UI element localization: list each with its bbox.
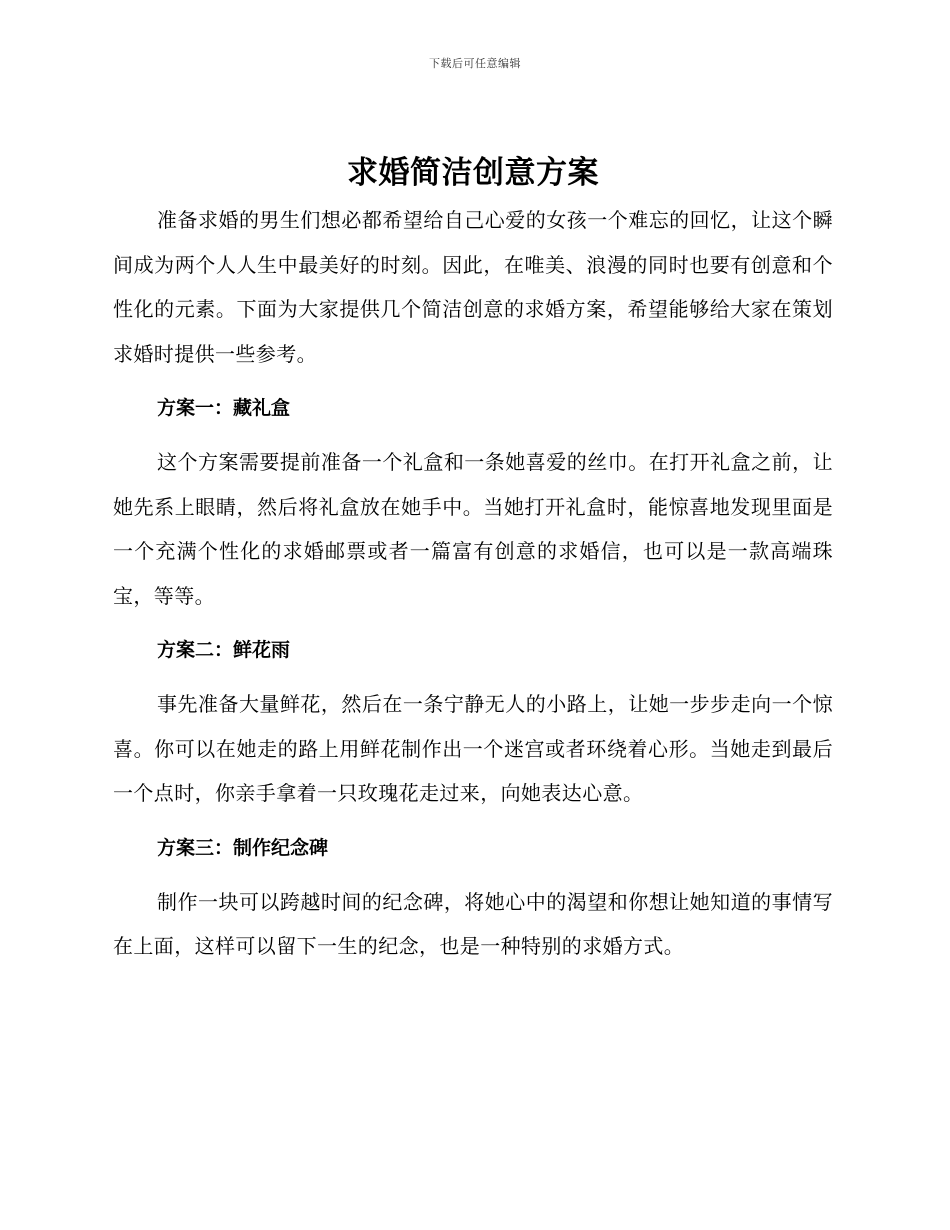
page-header-note: 下载后可任意编辑 xyxy=(429,57,521,70)
intro-paragraph: 准备求婚的男生们想必都希望给自己心爱的女孩一个难忘的回忆，让这个瞬间成为两个人人生中最美好的时刻。因此，在唯美、浪漫的同时也要有创意和个性化的元素。下面为大家提供几个简洁创意的求婚方案，希望能够给大家在策划求婚时提供一些参考。 xyxy=(113,208,833,366)
section-heading-1: 方案一：藏礼盒 xyxy=(157,397,291,419)
section-body-2: 事先准备大量鲜花，然后在一条宁静无人的小路上，让她一步步走向一个惊喜。你可以在她走的路上用鲜花制作出一个迷宫或者环绕着心形。当她走到最后一个点时，你亲手拿着一只玫瑰花走过来，向她表达心意。 xyxy=(113,692,833,805)
section-heading-3: 方案三：制作纪念碑 xyxy=(157,836,329,859)
section-body-3: 制作一块可以跨越时间的纪念碑，将她心中的渴望和你想让她知道的事情写在上面，这样可以留下一生的纪念，也是一种特别的求婚方式。 xyxy=(113,889,833,958)
section-heading-2: 方案二：鲜花雨 xyxy=(157,639,291,661)
document-body xyxy=(113,148,833,969)
section-body-1: 这个方案需要提前准备一个礼盒和一条她喜爱的丝巾。在打开礼盒之前，让她先系上眼睛，然后将礼盒放在她手中。当她打开礼盒时，能惊喜地发现里面是一个充满个性化的求婚邮票或者一篇富有创意的求婚信，也可以是一款高端珠宝，等等。 xyxy=(113,450,833,608)
document-title: 求婚简洁创意方案 xyxy=(347,155,599,191)
